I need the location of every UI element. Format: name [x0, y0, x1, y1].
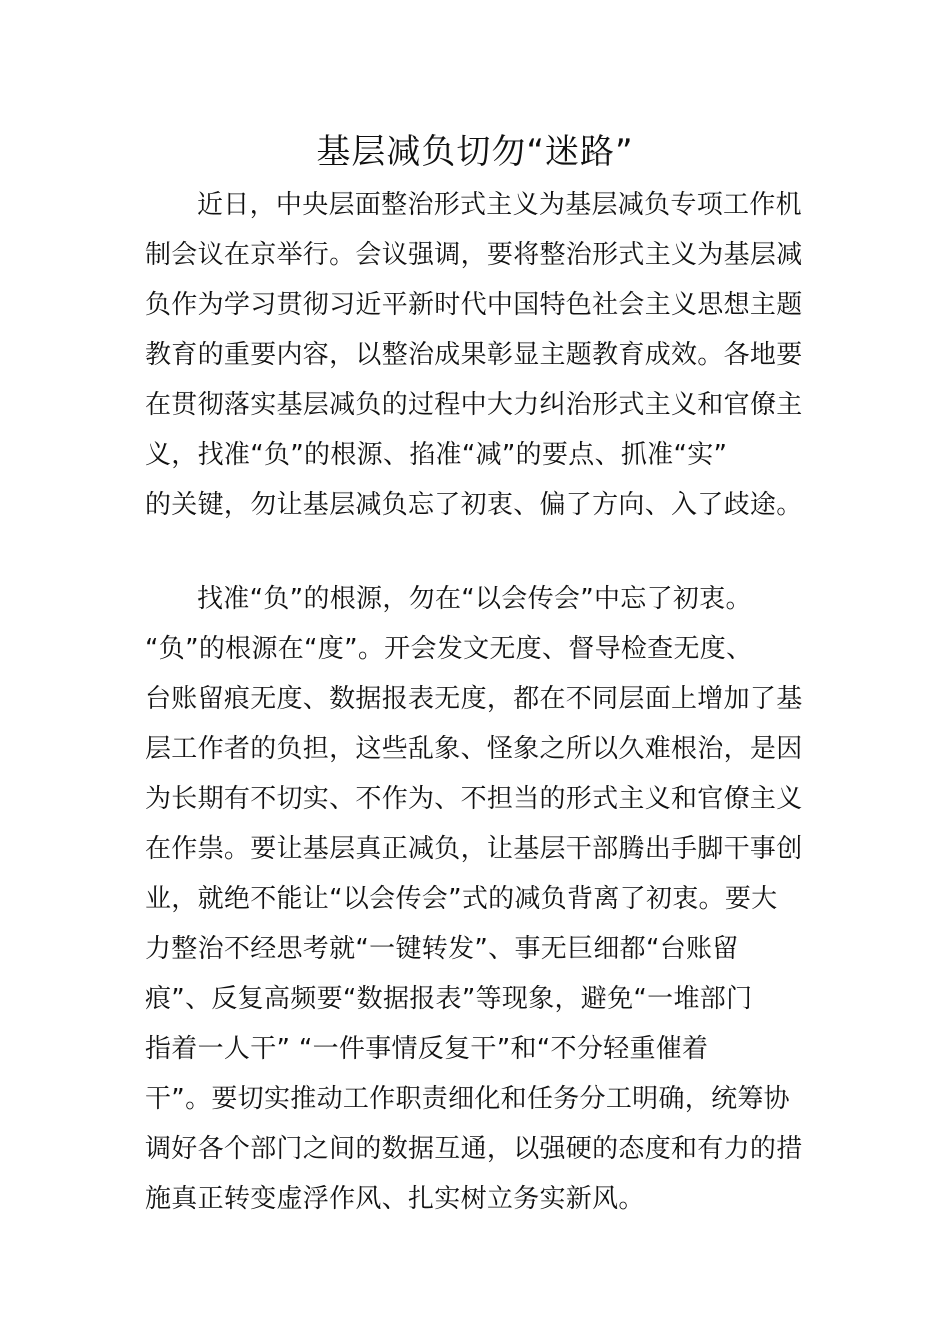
text-line: 义，找准“负”的根源、掐准“减”的要点、抓准“实” — [145, 440, 728, 470]
text-line: 业，就绝不能让“以会传会”式的减负背离了初衷。要大 — [145, 884, 778, 914]
text-line: 负作为学习贯彻习近平新时代中国特色社会主义思想主题 — [145, 290, 803, 320]
paragraph-2 — [145, 574, 810, 1224]
text-line: 为长期有不切实、不作为、不担当的形式主义和官僚主义 — [145, 784, 803, 814]
text-line: 调好各个部门之间的数据互通，以强硬的态度和有力的措 — [145, 1134, 803, 1164]
text-line: “负”的根源在“度”。开会发文无度、督导检查无度、 — [145, 634, 753, 664]
text-line: 指着一人干” “一件事情反复干”和“不分轻重催着 — [145, 1034, 709, 1064]
text-line: 在作祟。要让基层真正减负，让基层干部腾出手脚干事创 — [145, 834, 803, 864]
text-line: 干”。要切实推动工作职责细化和任务分工明确，统筹协 — [145, 1084, 790, 1114]
page-title: 基层减负切勿“迷路” — [316, 132, 634, 172]
text-line: 施真正转变虚浮作风、扎实树立务实新风。 — [145, 1184, 645, 1214]
paragraph-1 — [145, 180, 810, 530]
text-line: 层工作者的负担，这些乱象、怪象之所以久难根治，是因 — [145, 734, 803, 764]
text-line: 教育的重要内容，以整治成果彰显主题教育成效。各地要 — [145, 340, 803, 370]
text-line: 在贯彻落实基层减负的过程中大力纠治形式主义和官僚主 — [145, 390, 803, 420]
text-line: 近日，中央层面整治形式主义为基层减负专项工作机 — [197, 190, 802, 220]
text-line: 找准“负”的根源，勿在“以会传会”中忘了初衷。 — [197, 584, 752, 614]
text-line: 痕”、反复高频要“数据报表”等现象，避免“一堆部门 — [145, 984, 753, 1014]
text-line: 力整治不经思考就“一键转发”、事无巨细都“台账留 — [145, 934, 739, 964]
text-line: 台账留痕无度、数据报表无度，都在不同层面上增加了基 — [145, 684, 803, 714]
text-line: 制会议在京举行。会议强调，要将整治形式主义为基层减 — [145, 240, 803, 270]
text-line: 的关键，勿让基层减负忘了初衷、偏了方向、入了歧途。 — [145, 490, 803, 520]
